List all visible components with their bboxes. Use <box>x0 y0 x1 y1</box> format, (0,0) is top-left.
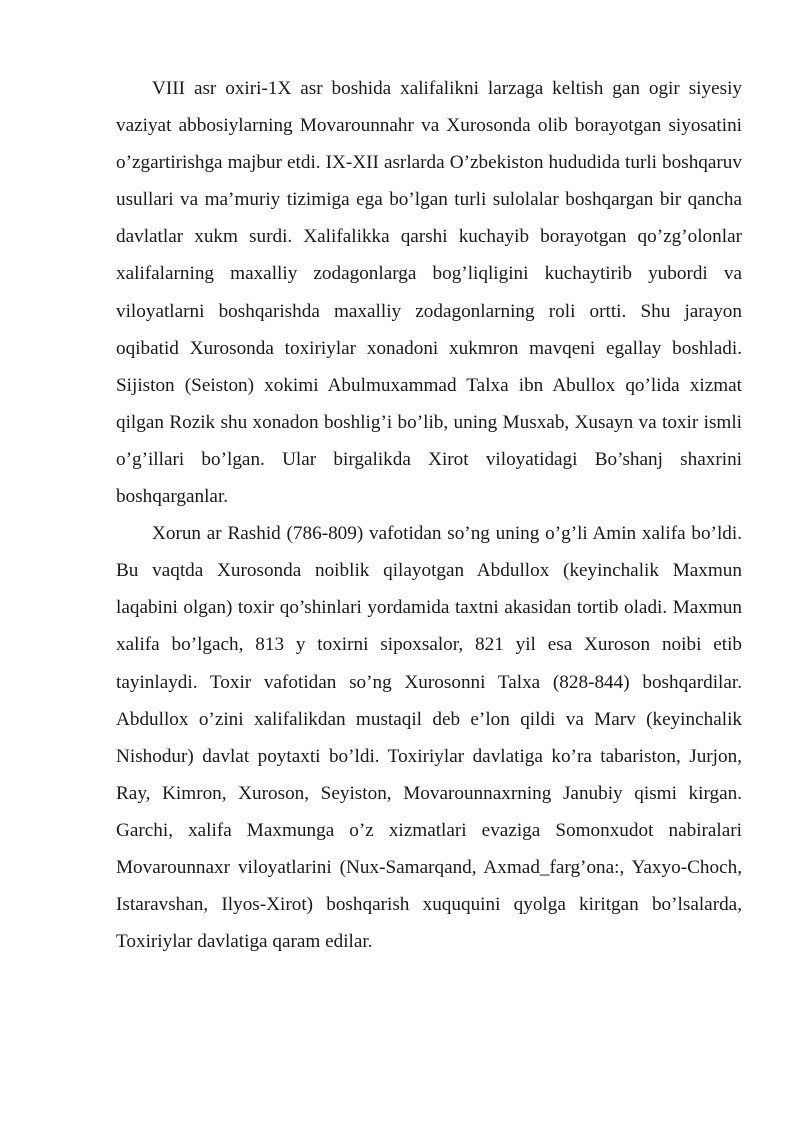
paragraph-2: Xorun ar Rashid (786-809) vafotidan so’ng uning o’g’li Amin xalifa bo’ldi. Bu vaqtda Xurosonda noiblik qilayotgan Abdullox (keyinchalik Maxmun laqabini olgan) toxir qo’shinlari yordamida taxtni akasidan tortib oladi. Maxmun xalifa bo’lgach, 813 y toxirni sipoxsalor, 821 yil esa Xuroson noibi etib tayinlaydi. Toxir vafotidan so’ng Xurosonni Talxa (828-844) boshqardilar. Abdullox o’zini xalifalikdan mustaqil deb e’lon qildi va Marv (keyinchalik Nishodur) davlat poytaxti bo’ldi. Toxiriylar davlatiga ko’ra tabariston, Jurjon, Ray, Kimron, Xuroson, Seyiston, Movarounnaxrning Janubiy qismi kirgan. Garchi, xalifa Maxmunga o’z xizmatlari evaziga Somonxudot nabiralari Movarounnaxr viloyatlarini (Nux-Samarqand, Axmad_farg’ona:, Yaxyo-Choch, Istaravshan, Ilyos-Xirot) boshqarish xuququini qyolga kiritgan bo’lsalarda, Toxiriylar davlatiga qaram edilar. <box>116 523 742 953</box>
body-text <box>116 70 742 960</box>
paragraph-1: VIII asr oxiri-1X asr boshida xalifalikni larzaga keltish gan ogir siyesiy vaziyat abbosiylarning Movarounnahr va Xurosonda olib borayotgan siyosatini o’zgartirishga majbur etdi. IX-XII asrlarda O’zbekiston hududida turli boshqaruv usullari va ma’muriy tizimiga ega bo’lgan turli sulolalar boshqargan bir qancha davlatlar xukm surdi. Xalifalikka qarshi kuchayib borayotgan qo’zg’olonlar xalifalarning maxalliy zodagonlarga bog’liqligini kuchaytirib yubordi va viloyatlarni boshqarishda maxalliy zodagonlarning roli ortti. Shu jarayon oqibatid Xurosonda toxiriylar xonadoni xukmron mavqeni egallay boshladi. Sijiston (Seiston) xokimi Abulmuxammad Talxa ibn Abullox qo’lida xizmat qilgan Rozik shu xonadon boshlig’i bo’lib, uning Musxab, Xusayn va toxir ismli o’g’illari bo’lgan. Ular birgalikda Xirot viloyatidagi Bo’shanj shaxrini boshqarganlar. <box>116 78 742 508</box>
